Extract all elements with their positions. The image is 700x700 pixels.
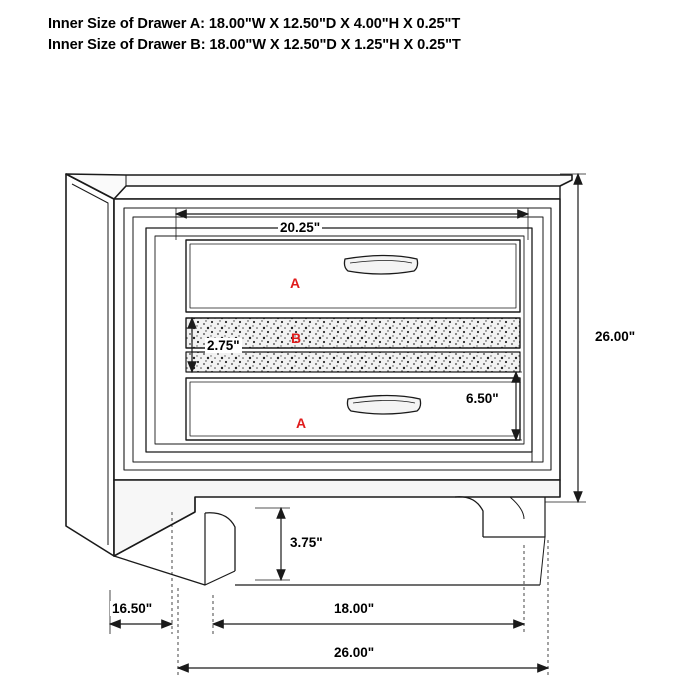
drawer-marker-a-top: A (290, 275, 301, 291)
dim-label-overall-height: 26.00" (595, 329, 636, 344)
dim-label-top-drawer-width: 20.25" (280, 220, 321, 235)
dim-label-leg-clearance: 3.75" (290, 535, 323, 550)
dim-label-bottom-drawer-height: 6.50" (466, 391, 499, 406)
spec-line-drawer-a: Inner Size of Drawer A: 18.00"W X 12.50"D X 4.00"H X 0.25"T (48, 16, 461, 32)
dim-label-side-depth: 16.50" (112, 601, 153, 616)
drawer-marker-b-middle: B (291, 330, 302, 346)
drawer-marker-a-bottom: A (296, 415, 307, 431)
dim-label-overall-width: 26.00" (334, 645, 375, 660)
dim-label-jewelry-drawer-height: 2.75" (207, 338, 240, 353)
dim-label-front-panel-width: 18.00" (334, 601, 375, 616)
spec-line-drawer-b: Inner Size of Drawer B: 18.00"W X 12.50"D X 1.25"H X 0.25"T (48, 37, 461, 53)
